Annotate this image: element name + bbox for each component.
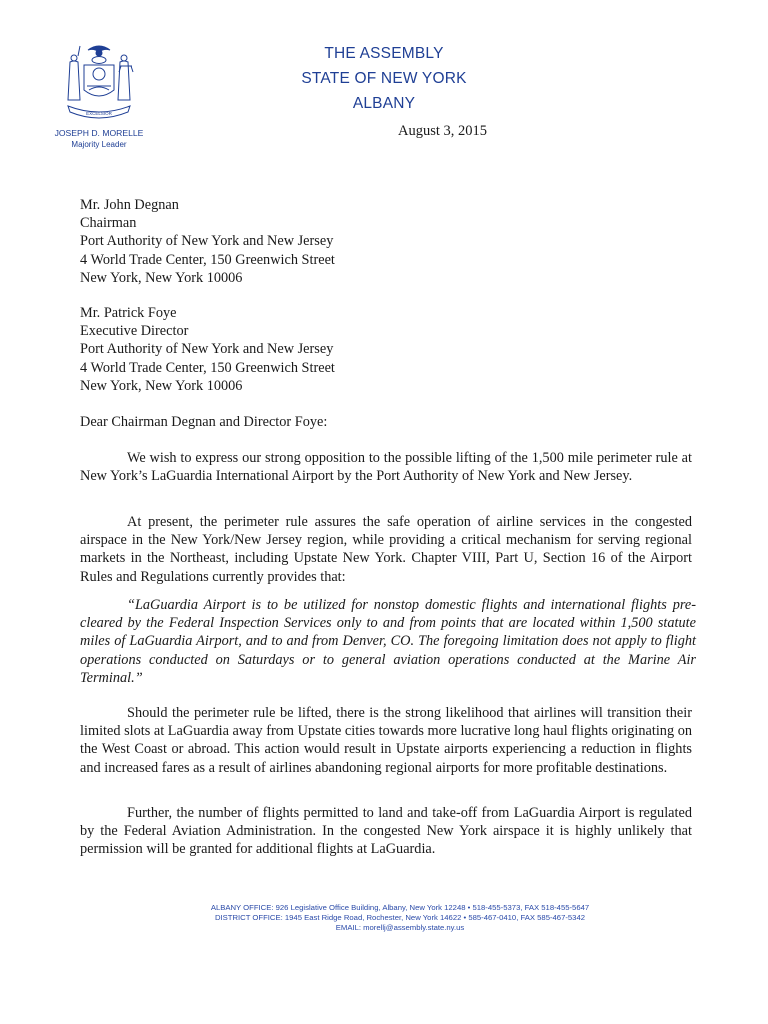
address-line: 4 World Trade Center, 150 Greenwich Street bbox=[80, 359, 335, 376]
recipient-address-degnan bbox=[80, 196, 335, 287]
address-line: Mr. Patrick Foye bbox=[80, 305, 177, 321]
sender-title: Majority Leader bbox=[71, 140, 127, 149]
letterhead-city: ALBANY bbox=[352, 95, 416, 112]
salutation: Dear Chairman Degnan and Director Foye: bbox=[80, 414, 328, 430]
address-line: Port Authority of New York and New Jersey bbox=[80, 341, 334, 358]
seal-motto: EXCELSIOR bbox=[86, 111, 112, 116]
letterhead-assembly: THE ASSEMBLY bbox=[324, 45, 444, 62]
body-paragraph-4: Further, the number of flights permitted to land and take-off from LaGuardia Airport is regulated by the Federal Aviation Administration. In the congested New York airspace it is highly unlikely that permission will be granted for additional flights at LaGuardia. bbox=[80, 805, 692, 858]
address-line: 4 World Trade Center, 150 Greenwich Street bbox=[80, 251, 335, 268]
address-line: Mr. John Degnan bbox=[80, 197, 179, 213]
sender-name: JOSEPH D. MORELLE bbox=[54, 128, 144, 138]
letter-date: August 3, 2015 bbox=[398, 123, 488, 139]
footer-albany-office: ALBANY OFFICE: 926 Legislative Office Building, Albany, New York 12248 • 518-455-5373, FAX 518-455-5647 bbox=[210, 903, 590, 912]
address-line: Executive Director bbox=[80, 323, 189, 340]
body-paragraph-3: Should the perimeter rule be lifted, there is the strong likelihood that airlines will transition their limited slots at LaGuardia away from Upstate cities towards more lucrative long haul flights originating on the West Coast or abroad. This action would result in Upstate airports experiencing a reduction in flights and increased fares as a result of airlines abandoning regional airports for more profitable destinations. bbox=[80, 705, 692, 776]
footer-district-office: DISTRICT OFFICE: 1945 East Ridge Road, Rochester, New York 14622 • 585-467-0410, FAX 585-467-5342 bbox=[214, 913, 586, 922]
recipient-address-foye bbox=[80, 304, 335, 395]
new-york-state-seal bbox=[56, 38, 142, 130]
body-paragraph-1: We wish to express our strong opposition to the possible lifting of the 1,500 mile perimeter rule at New York’s LaGuardia International Airport by the Port Authority of New York and New Jersey. bbox=[80, 450, 692, 485]
address-line: Chairman bbox=[80, 215, 137, 232]
body-paragraph-2: At present, the perimeter rule assures the safe operation of airline services in the congested airspace in the New York/New Jersey region, while providing a critical mechanism for serving regional markets in the Northeast, including Upstate New York. Chapter VIII, Part U, Section 16 of the Airport Rules and Regulations currently provides that: bbox=[80, 514, 692, 585]
letterhead-state: STATE OF NEW YORK bbox=[301, 70, 467, 87]
quoted-regulation: “LaGuardia Airport is to be utilized for nonstop domestic flights and international flights pre-cleared by the Federal Inspection Services only to and from points that are located within 1,500 statute miles of LaGuardia Airport, and to and from Denver, CO. The foregoing limitation does not apply to flight operations conducted on Saturdays or to general aviation operations conducted at the Marine Air Terminal.” bbox=[80, 597, 696, 686]
address-line: Port Authority of New York and New Jersey bbox=[80, 233, 334, 250]
address-line: New York, New York 10006 bbox=[80, 269, 243, 286]
footer-email: EMAIL: morellj@assembly.state.ny.us bbox=[335, 923, 465, 932]
address-line: New York, New York 10006 bbox=[80, 377, 243, 394]
